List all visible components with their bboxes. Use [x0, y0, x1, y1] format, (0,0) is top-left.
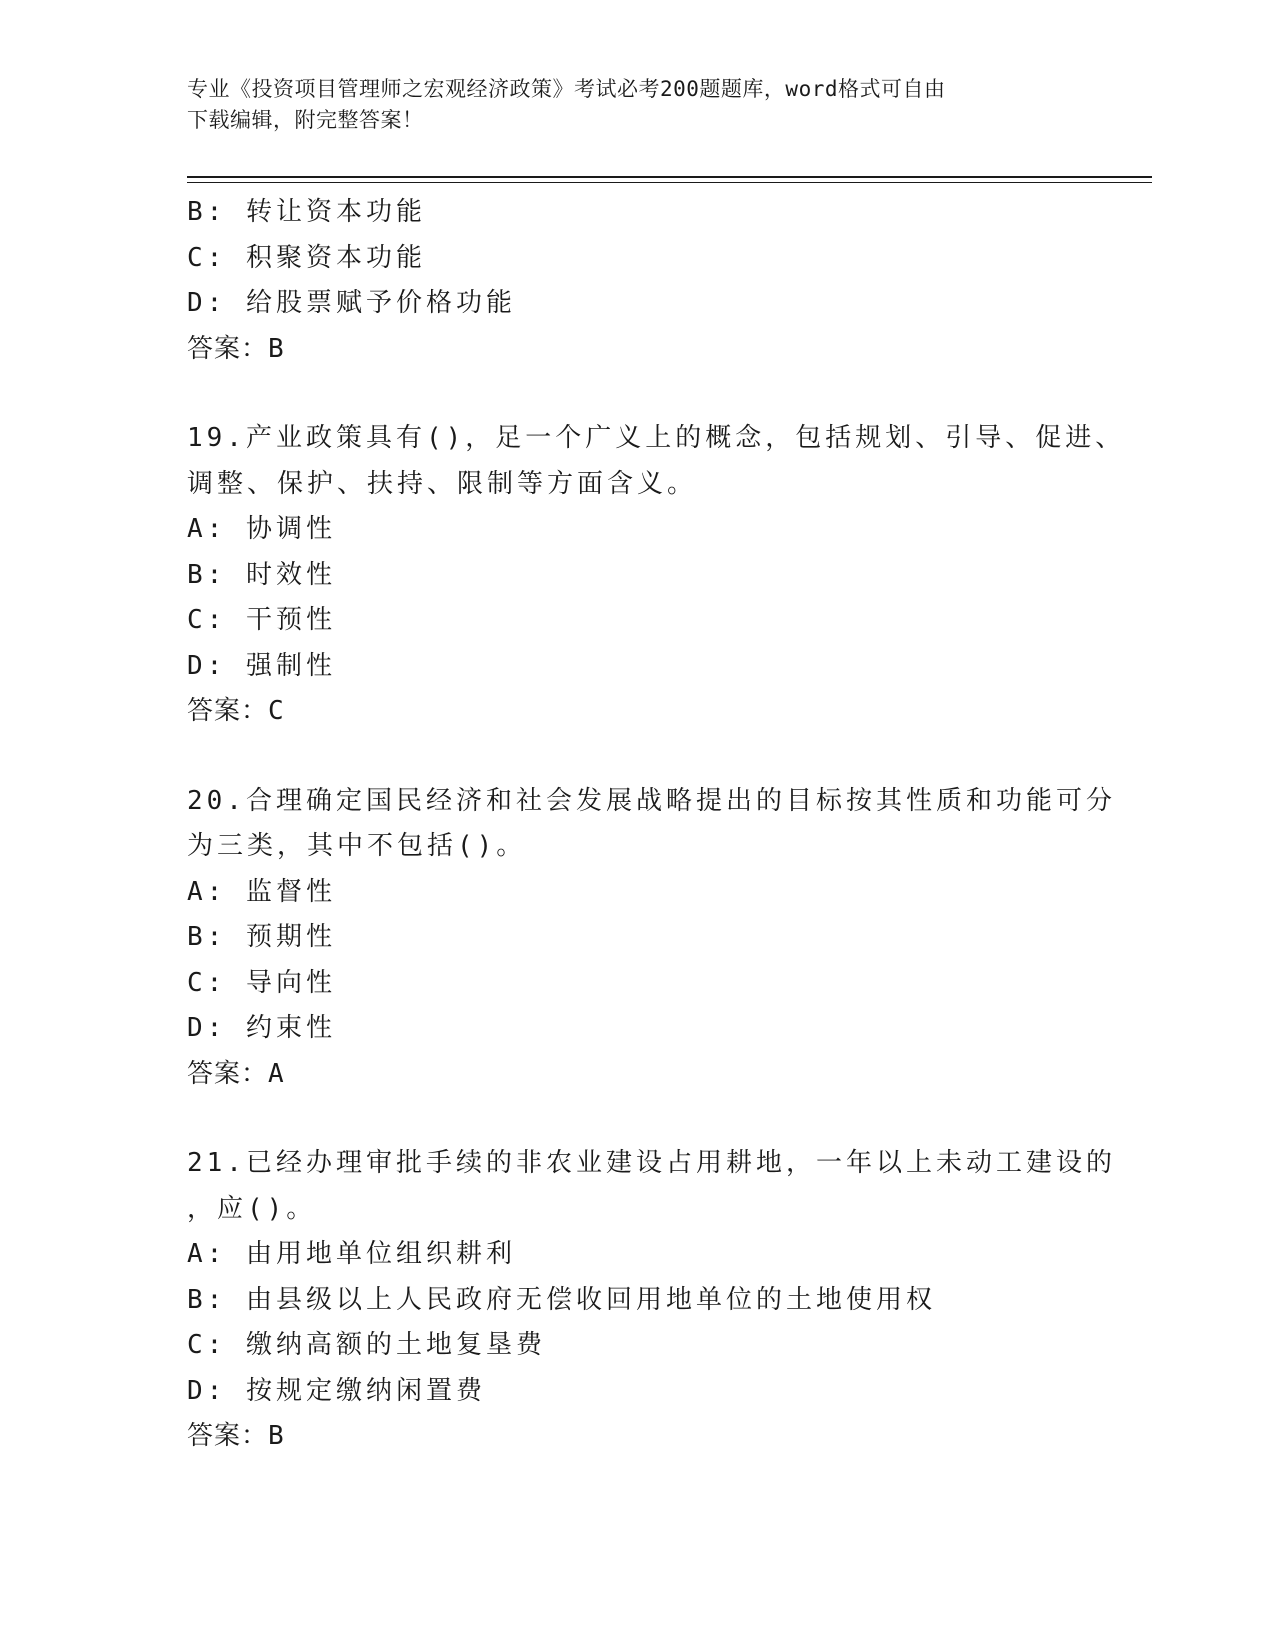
answer: 答案：A	[187, 1058, 285, 1089]
option-d: D: 强制性	[187, 650, 336, 681]
header-divider-thin	[187, 182, 1152, 183]
option-a: A: 由用地单位组织耕利	[187, 1239, 516, 1269]
option-d: D: 按规定缴纳闲置费	[187, 1375, 486, 1406]
answer: 答案：B	[187, 1421, 285, 1451]
question-stem-line-2: 调整、保护、扶持、限制等方面含义。	[187, 468, 698, 499]
question-stem-line-1: 19.产业政策具有()，足一个广义上的概念，包括规划、引导、促进、	[187, 423, 1126, 453]
question-21	[187, 1141, 1116, 1460]
question-stem-line-1: 21.已经办理审批手续的非农业建设占用耕地，一年以上未动工建设的	[187, 1148, 1116, 1178]
question-20	[187, 779, 1116, 1098]
header-divider-thick	[187, 176, 1152, 178]
option-b: B: 由县级以上人民政府无偿收回用地单位的土地使用权	[187, 1284, 936, 1315]
header-title-line-2: 下载编辑，附完整答案！	[187, 108, 424, 132]
question-list	[187, 190, 1126, 1460]
header-title-line-1: 专业《投资项目管理师之宏观经济政策》考试必考200题题库，word格式可自由	[187, 77, 946, 101]
option-a: A: 协调性	[187, 514, 336, 544]
question-stem-line-2: 为三类，其中不包括()。	[187, 831, 527, 861]
option-a: A: 监督性	[187, 876, 336, 907]
option-d: D: 给股票赋予价格功能	[187, 288, 516, 318]
option-d: D: 约束性	[187, 1013, 336, 1043]
question-stem-line-1: 20.合理确定国民经济和社会发展战略提出的目标按其性质和功能可分	[187, 785, 1116, 816]
answer: 答案：B	[187, 333, 285, 364]
option-c: C: 积聚资本功能	[187, 242, 426, 273]
question-stem-line-2: ，应()。	[187, 1193, 317, 1224]
option-b: B: 预期性	[187, 922, 336, 952]
option-c: C: 导向性	[187, 967, 336, 998]
document-header	[187, 74, 1077, 136]
question-19	[187, 416, 1126, 735]
option-b: B: 时效性	[187, 559, 336, 590]
option-c: C: 缴纳高额的土地复垦费	[187, 1330, 546, 1360]
answer: 答案：C	[187, 696, 285, 726]
option-b: B: 转让资本功能	[187, 197, 426, 227]
question-18-continued	[187, 190, 1087, 372]
option-c: C: 干预性	[187, 605, 336, 635]
